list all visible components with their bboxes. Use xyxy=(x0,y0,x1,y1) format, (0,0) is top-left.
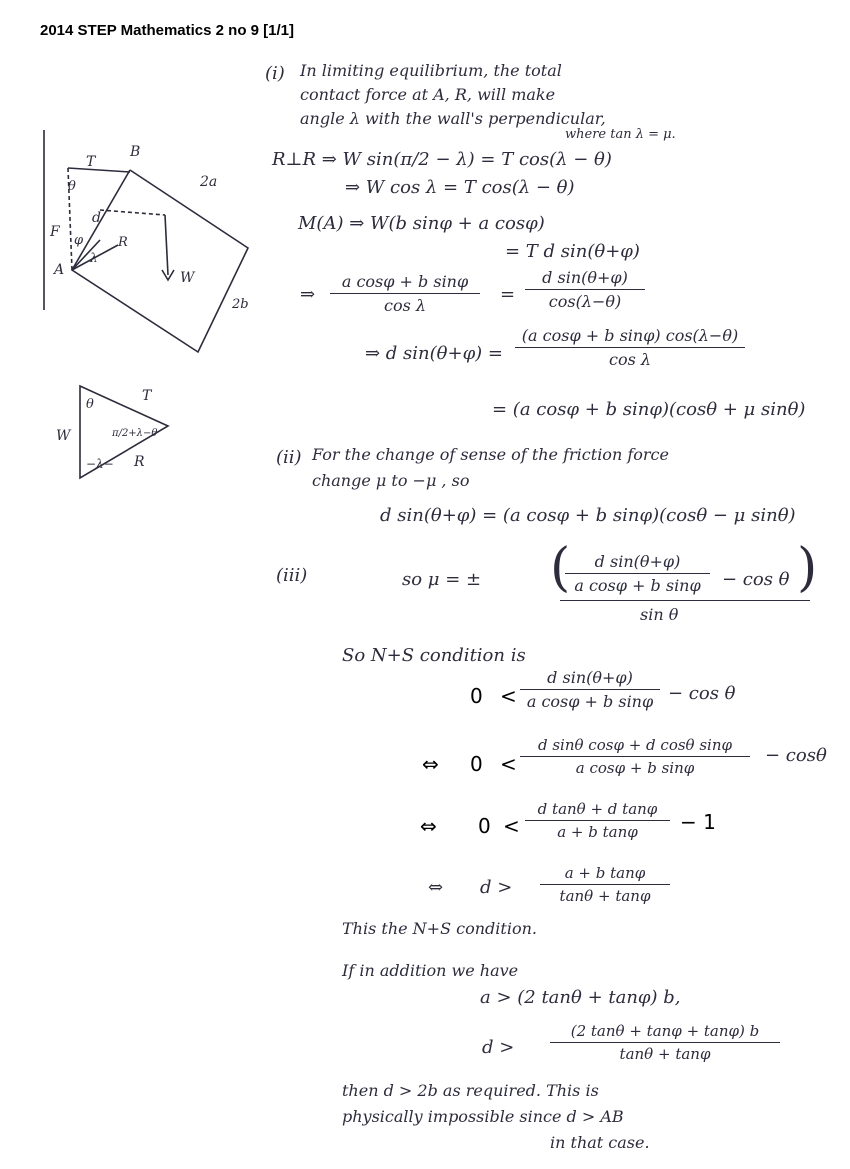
lamina-outline xyxy=(72,170,248,352)
then-line2: physically impossible since d > AB xyxy=(342,1107,624,1126)
mu-fraction xyxy=(565,552,710,595)
eq5-left-fraction xyxy=(330,272,480,315)
eq6-num: (a cosφ + b sinφ) cos(λ−θ) xyxy=(521,326,739,345)
fig2-label-R: R xyxy=(134,454,145,470)
c3-lt: < xyxy=(503,814,520,838)
lamina-diagram xyxy=(30,130,280,370)
c3-zero: 0 xyxy=(478,814,491,838)
eq6-left: ⇒ d sin(θ+φ) = xyxy=(365,343,504,364)
mu-big-bar xyxy=(560,600,810,601)
c2-tail: − cosθ xyxy=(765,745,827,766)
eq5-arrow: ⇒ xyxy=(300,284,316,305)
c1-den: a cosφ + b sinφ xyxy=(526,692,654,711)
c2-zero: 0 xyxy=(470,752,483,776)
this-ns: This the N+S condition. xyxy=(342,919,537,938)
part-i-line3: angle λ with the wall's perpendicular, xyxy=(300,109,606,128)
eq5-left-num: a cosφ + b sinφ xyxy=(341,272,469,291)
c1-tail: − cos θ xyxy=(668,683,736,704)
c2-num: d sinθ cosφ + d cosθ sinφ xyxy=(537,736,733,754)
string-T xyxy=(68,168,130,172)
c1-num: d sin(θ+φ) xyxy=(547,668,633,687)
then-line3: in that case. xyxy=(550,1133,650,1152)
c1-fraction xyxy=(520,668,660,711)
c3-den: a + b tanφ xyxy=(557,823,638,841)
eq-moments: M(A) ⇒ W(b sinφ + a cosφ) xyxy=(298,213,545,234)
part-ii-label: (ii) xyxy=(276,447,302,468)
part-i-line1: In limiting equilibrium, the total xyxy=(300,61,562,80)
d-den: tanθ + tanφ xyxy=(619,1045,711,1063)
mu-sin-theta: sin θ xyxy=(640,605,679,624)
mu-num: d sin(θ+φ) xyxy=(594,552,681,571)
mu-minus-cos: − cos θ xyxy=(722,569,790,590)
c4-den: tanθ + tanφ xyxy=(559,887,651,905)
c2-iff: ⇔ xyxy=(422,752,439,776)
part-ii-eq: d sin(θ+φ) = (a cosφ + b sinφ)(cosθ − μ sinθ) xyxy=(380,505,796,526)
close-paren: ) xyxy=(797,538,818,598)
c2-lt: < xyxy=(500,752,517,776)
c1-lt: < xyxy=(500,684,517,708)
fig2-label-lambda: −λ− xyxy=(86,457,114,471)
c3-tail: − 1 xyxy=(680,810,716,834)
fig2-label-theta: θ xyxy=(86,397,94,412)
part-iii-label: (iii) xyxy=(276,565,308,586)
page-header: 2014 STEP Mathematics 2 no 9 [1/1] xyxy=(40,22,294,39)
eq5-right-num: d sin(θ+φ) xyxy=(542,268,628,287)
eq5-left-den: cos λ xyxy=(383,296,427,315)
eq5-equals: = xyxy=(500,284,516,305)
eq5-right-fraction xyxy=(525,268,645,311)
eq5-right-den: cos(λ−θ) xyxy=(548,292,622,311)
part-i-line4: where tan λ = μ. xyxy=(565,127,676,142)
c2-fraction xyxy=(520,736,750,777)
mu-expression: so μ = ± xyxy=(402,569,482,590)
fig1-label-phi: φ xyxy=(74,233,84,248)
part-i-line2: contact force at A, R, will make xyxy=(300,85,556,104)
part-ii-line1: For the change of sense of the friction force xyxy=(312,445,669,464)
fig1-label-A: A xyxy=(54,262,65,278)
fig2-label-angle: π/2+λ−θ xyxy=(112,428,158,439)
weight-line xyxy=(165,215,168,275)
c4-iff: ⇔ xyxy=(428,877,444,898)
eq7: = (a cosφ + b sinφ)(cosθ + μ sinθ) xyxy=(492,399,806,420)
fig2-label-W: W xyxy=(56,428,71,444)
eq-resolve: R⊥R ⇒ W sin(π/2 − λ) = T cos(λ − θ) xyxy=(272,149,612,170)
c1-zero: 0 xyxy=(470,684,483,708)
d-fraction xyxy=(550,1022,780,1063)
c3-num: d tanθ + d tanφ xyxy=(537,800,658,818)
part-ii-line2: change μ to −μ , so xyxy=(312,471,470,490)
c3-iff: ⇔ xyxy=(420,814,437,838)
c3-fraction xyxy=(525,800,670,841)
d-gt: d > xyxy=(482,1037,515,1058)
d-num: (2 tanθ + tanφ + tanφ) b xyxy=(570,1022,760,1040)
force-triangle xyxy=(50,378,180,488)
centre-dashed xyxy=(100,210,165,215)
fig1-label-B: B xyxy=(130,144,141,160)
cond-a: a > (2 tanθ + tanφ) b, xyxy=(480,987,681,1008)
mu-den: a cosφ + b sinφ xyxy=(574,576,701,595)
c4-num: a + b tanφ xyxy=(564,864,646,882)
c4-left: d > xyxy=(480,877,513,898)
fig1-label-R: R xyxy=(118,235,128,250)
then-line1: then d > 2b as required. This is xyxy=(342,1081,599,1100)
eq-resolve-2: ⇒ W cos λ = T cos(λ − θ) xyxy=(345,177,575,198)
fig2-label-T: T xyxy=(142,388,152,404)
eq6-fraction xyxy=(515,326,745,369)
fig1-label-T: T xyxy=(86,154,96,170)
fig1-label-d: d xyxy=(92,210,101,226)
eq-moments-2: = T d sin(θ+φ) xyxy=(505,241,640,262)
if-addition: If in addition we have xyxy=(342,961,519,980)
open-paren: ( xyxy=(550,538,571,598)
fig1-label-W: W xyxy=(180,270,195,286)
ns-intro: So N+S condition is xyxy=(342,645,526,666)
eq6-den: cos λ xyxy=(608,350,652,369)
fig1-label-lambda: λ xyxy=(90,251,98,265)
part-i-label: (i) xyxy=(265,63,285,84)
c4-fraction xyxy=(540,864,670,905)
fig1-label-theta: θ xyxy=(68,179,76,194)
fig1-label-2a: 2a xyxy=(200,174,218,190)
fig1-label-F: F xyxy=(50,224,60,240)
c2-den: a cosφ + b sinφ xyxy=(575,759,695,777)
fig1-label-2b: 2b xyxy=(232,297,249,312)
